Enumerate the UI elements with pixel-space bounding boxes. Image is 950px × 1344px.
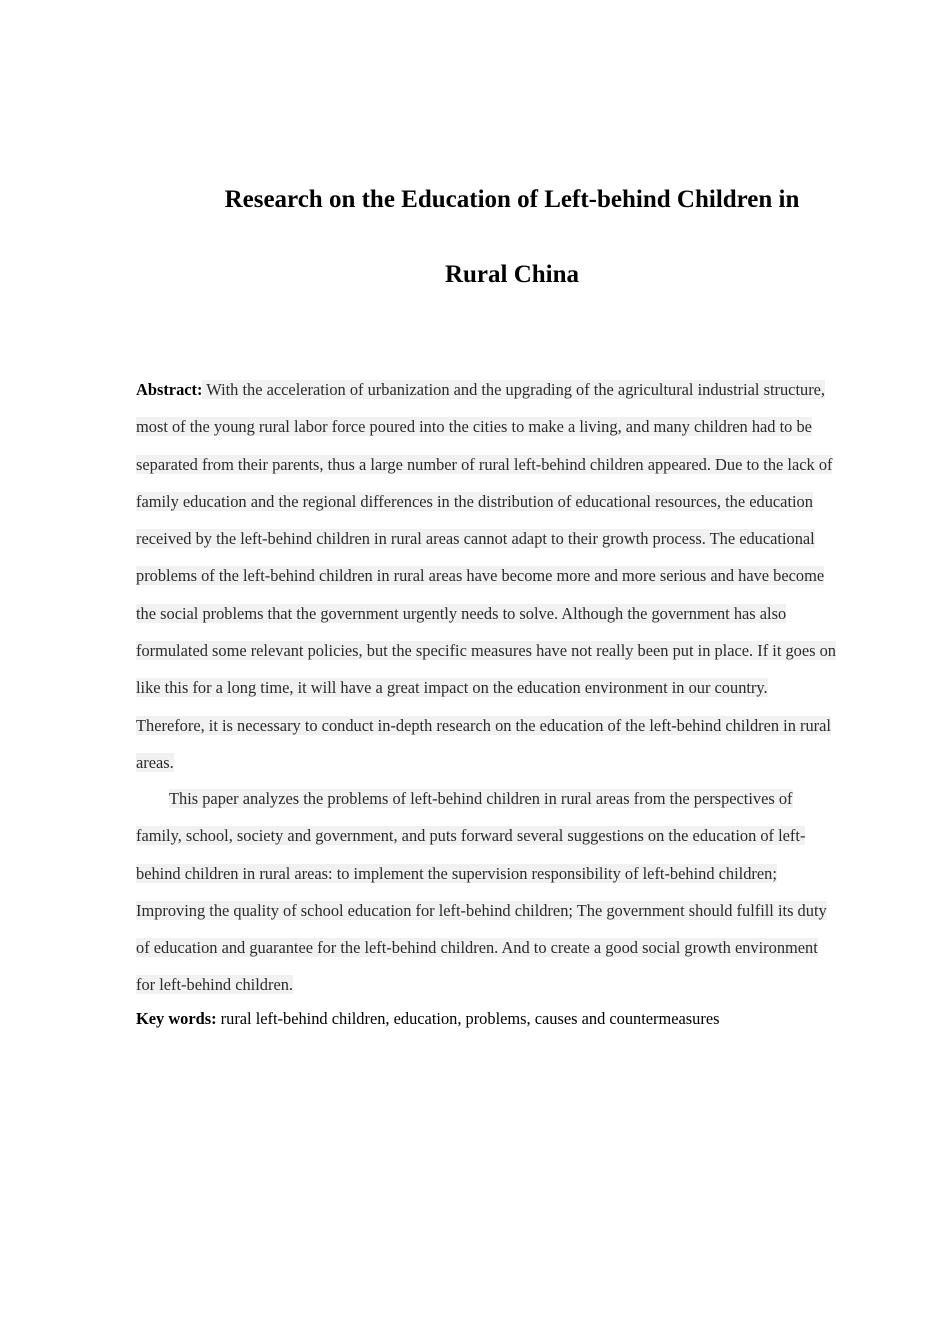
abstract-label: Abstract: bbox=[136, 380, 203, 399]
keywords-text: rural left-behind children, education, problems, causes and countermeasures bbox=[216, 1009, 720, 1028]
keywords-line bbox=[136, 1007, 836, 1031]
document-title-line-2: Rural China bbox=[444, 261, 580, 288]
abstract-paragraph bbox=[136, 371, 836, 781]
abstract-text: With the acceleration of urbanization and the upgrading of the agricultural industrial structure, most of the young rural labor force poured into the cities to make a living, and many children had to be separated from their parents, thus a large number of rural left-behind children appeared. Due to the lack of family education and the regional differences in the distribution of educational resources, the education received by the left-behind children in rural areas cannot adapt to their growth process. The educational problems of the left-behind children in rural areas have become more and more serious and have become the social problems that the government urgently needs to solve. Although the government has also formulated some relevant policies, but the specific measures have not really been put in place. If it goes on like this for a long time, it will have a great impact on the education environment in our country. Therefore, it is necessary to conduct in-depth research on the education of the left-behind children in rural areas. bbox=[136, 380, 837, 772]
keywords-label: Key words: bbox=[136, 1009, 217, 1028]
document-title-line-1: Research on the Education of Left-behind Children in bbox=[224, 186, 800, 213]
abstract-second-paragraph bbox=[136, 780, 836, 1004]
paragraph-2-text: This paper analyzes the problems of left-behind children in rural areas from the perspectives of family, school, society and government, and puts forward several suggestions on the education of left-behind children in rural areas: to implement the supervision responsibility of left-behind children; Improving the quality of school education for left-behind children; The government should fulfill its duty of education and guarantee for the left-behind children. And to create a good social growth environment for left-behind children. bbox=[136, 789, 827, 995]
